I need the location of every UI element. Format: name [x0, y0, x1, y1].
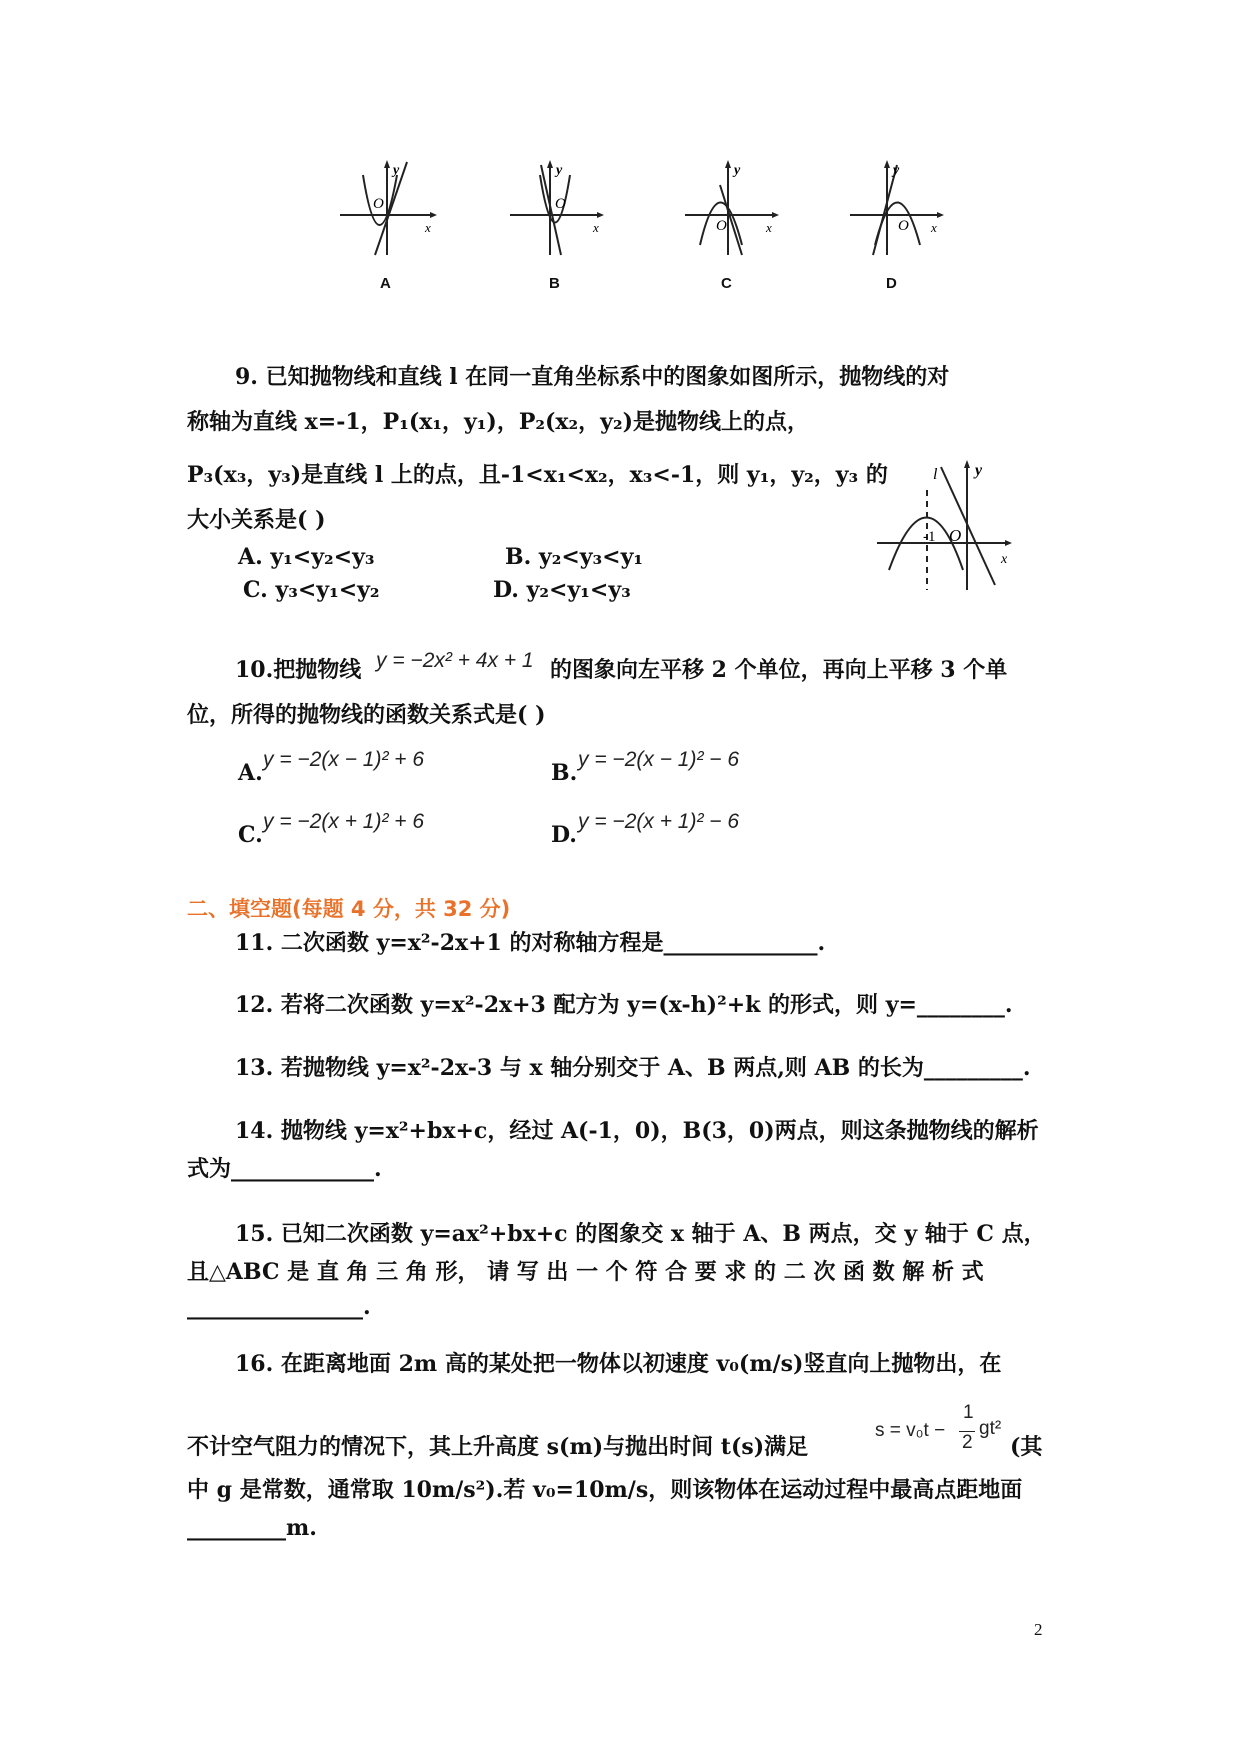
q10-option-d: y = −2(x + 1)² − 6: [578, 810, 740, 833]
q10-option-a-label: A.: [238, 760, 263, 786]
q9-line1: 9. 已知抛物线和直线 l 在同一直角坐标系中的图象如图所示，抛物线的对: [235, 364, 950, 390]
q10-formula: y = −2x² + 4x + 1: [376, 649, 534, 672]
graph-a-x: x: [425, 220, 431, 235]
graph-b-x: x: [593, 220, 599, 235]
graph-b-label: B: [549, 275, 560, 292]
graph-a-o: O: [373, 196, 384, 212]
q9-option-d: D. y₂<y₁<y₃: [493, 577, 631, 603]
graph-d-x: x: [931, 220, 937, 235]
q10-option-a: y = −2(x − 1)² + 6: [263, 748, 425, 771]
graph-c-label: C: [721, 275, 732, 292]
question-12: 12. 若将二次函数 y=x²-2x+3 配方为 y=(x-h)²+k 的形式，则 y=________.: [235, 992, 1013, 1018]
graph-b-o: O: [555, 196, 566, 212]
q10-option-b-label: B.: [551, 760, 578, 786]
graph-d: [845, 160, 955, 260]
q9-line2: 称轴为直线 x=-1，P₁(x₁，y₁)，P₂(x₂，y₂)是抛物线上的点，: [187, 409, 809, 435]
q10-prefix: 10.把抛物线: [235, 657, 362, 683]
q9-fig-x: x: [1001, 552, 1008, 567]
q9-option-b: B. y₂<y₃<y₁: [505, 544, 644, 570]
q16-formula-num: 1: [963, 1402, 974, 1423]
q10-suffix: 的图象向左平移 2 个单位，再向上平移 3 个单: [550, 657, 1008, 683]
q16-line4: _________m.: [187, 1515, 317, 1541]
q14-line1: 14. 抛物线 y=x²+bx+c，经过 A(-1，0)，B(3，0)两点，则这条抛物线的解析: [235, 1118, 1039, 1144]
q9-line3: P₃(x₃，y₃)是直线 l 上的点，且-1<x₁<x₂，x₃<-1，则 y₁，y₂，y₃ 的: [187, 462, 888, 488]
graph-b-y: y: [556, 163, 563, 178]
q16-line2: 不计空气阻力的情况下，其上升高度 s(m)与抛出时间 t(s)满足: [187, 1434, 809, 1460]
q9-option-a: A. y₁<y₂<y₃: [238, 544, 375, 570]
graph-c-x: x: [766, 220, 772, 235]
q10-option-b: y = −2(x − 1)² − 6: [578, 748, 740, 771]
graph-b: [505, 160, 615, 260]
q9-fig-minus-one: -1: [923, 529, 936, 545]
graph-a: [335, 160, 445, 260]
q9-fig-y: y: [975, 462, 983, 479]
graph-d-o: O: [898, 218, 909, 234]
q16-formula-right: gt²: [979, 1418, 1002, 1439]
q10-option-c-label: C.: [238, 822, 263, 848]
graph-a-y: y: [393, 163, 400, 178]
q14-line2: 式为_____________.: [187, 1156, 382, 1182]
page-number: 2: [1034, 1620, 1043, 1639]
q15-line2: 且△ABC 是 直 角 三 角 形， 请 写 出 一 个 符 合 要 求 的 二 次 函 数 解 析 式: [187, 1259, 984, 1285]
q15-line3: ________________.: [187, 1294, 371, 1320]
graph-c: [680, 160, 790, 260]
q16-formula-left: s = v₀t −: [875, 1420, 946, 1441]
question-13: 13. 若抛物线 y=x²-2x-3 与 x 轴分别交于 A、B 两点,则 AB 的长为_________.: [235, 1055, 1031, 1081]
q9-fig-l: l: [933, 466, 938, 483]
q16-formula-den: 2: [962, 1432, 973, 1453]
graph-c-y: y: [734, 163, 741, 178]
graph-d-label: D: [886, 275, 897, 292]
q10-option-c: y = −2(x + 1)² + 6: [263, 810, 425, 833]
q16-line3: 中 g 是常数，通常取 10m/s²).若 v₀=10m/s，则该物体在运动过程中最高点距地面: [187, 1477, 1023, 1503]
q16-line2-end: (其: [1010, 1434, 1043, 1460]
section-2-title: 二、填空题(每题 4 分，共 32 分): [187, 897, 511, 921]
graph-c-o: O: [716, 218, 727, 234]
q16-line1: 16. 在距离地面 2m 高的某处把一物体以初速度 v₀(m/s)竖直向上抛物出，在: [235, 1351, 1002, 1377]
q16-formula: [875, 1402, 1015, 1464]
q9-option-c: C. y₃<y₁<y₂: [243, 577, 380, 603]
graph-a-label: A: [380, 275, 391, 292]
q9-figure: [875, 455, 1015, 595]
q15-line1: 15. 已知二次函数 y=ax²+bx+c 的图象交 x 轴于 A、B 两点，交 y 轴于 C 点，: [235, 1221, 1046, 1247]
q10-line2: 位，所得的抛物线的函数关系式是( ): [187, 702, 546, 728]
q10-option-d-label: D.: [551, 822, 577, 848]
q9-fig-o: O: [949, 526, 962, 545]
graph-d-y: y: [893, 163, 900, 178]
q9-line4: 大小关系是( ): [187, 507, 326, 533]
question-11: 11. 二次函数 y=x²-2x+1 的对称轴方程是______________.: [235, 930, 826, 956]
